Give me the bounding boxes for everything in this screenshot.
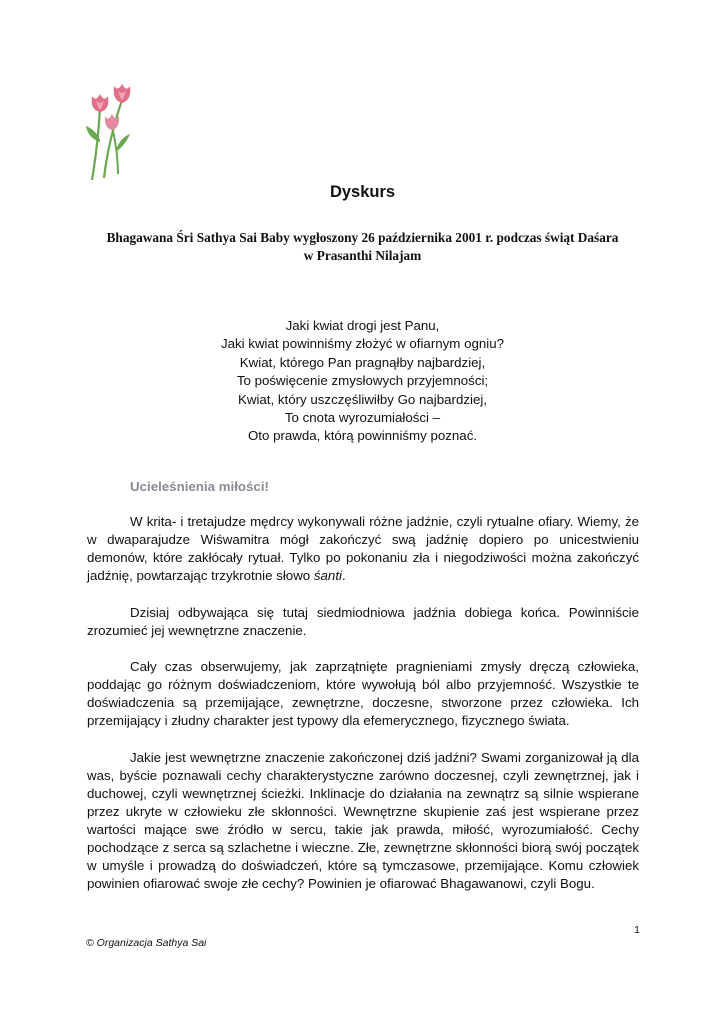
paragraph: Dzisiaj odbywająca się tutaj siedmiodniowa jadźnia dobiega końca. Powinniście zrozumieć jej wewnętrzne znaczenie. [87,604,639,638]
document-subtitle [90,229,635,265]
poem-line: Kwiat, który uszczęśliwiłby Go najbardziej, [237,391,488,407]
tulips-icon [78,82,148,182]
document-title: Dyskurs [329,183,396,201]
salutation: Ucieleśnienia miłości! [130,479,269,494]
subtitle-line: w Prasanthi Nilajam [303,248,422,263]
poem-line: Kwiat, którego Pan pragnąłby najbardziej, [239,354,486,370]
document-body [87,513,639,912]
italic-term: śanti [313,568,342,584]
paragraph: Cały czas obserwujemy, jak zaprzątnięte pragnieniami zmysły dręczą człowieka, poddając go różnym doświadczeniom, które wywołują ból albo przyjemność. Wszystkie te doświadczenia są przemijające, zewnętrzne, doczesne, stworzone przez człowieka. Ich przemijający i złudny charakter jest typowy dla efemerycznego, fizycznego świata. [87,659,639,729]
subtitle-line: Bhagawana Śri Sathya Sai Baby wygłoszony 26 października 2001 r. podczas świąt Daśara [106,230,619,245]
poem-line: Jaki kwiat powinniśmy złożyć w ofiarnym ogniu? [220,336,505,352]
paragraph-text: W krita- i tretajudze mędrcy wykonywali różne jadźnie, czyli rytualne ofiary. Wiemy, że w dwaparajudze Wiśwamitra mógł zakończyć swą jadźnię dopiero po unicestwieniu demonów, które zakłócały rytuał. Tylko po pokonaniu zła i niegodziwości można zakończyć jadźnię, powtarzając trzykrotnie słowo [87,514,639,584]
page-number: 1 [634,924,640,936]
poem-line: Jaki kwiat drogi jest Panu, [285,318,440,333]
paragraph [87,513,639,585]
poem-line: Oto prawda, którą powinniśmy poznać. [247,428,478,444]
footer-copyright: © Organizacja Sathya Sai [86,937,207,949]
paragraph: Jakie jest wewnętrzne znaczenie zakończonej dziś jadźni? Swami zorganizował ją dla was, byście poznawali cechy charakterystyczne zarówno doczesnej, czyli zewnętrznej, jak i duchowej, czyli wewnętrznej ścieżki. Inklinacje do działania na zewnątrz są silnie wspierane przez ukryte w człowieku złe skłonności. Wewnętrzne skupienie zaś jest wspierane przez wartości mające swe źródło w sercu, takie jak prawda, miłość, wyrozumiałość. Cechy pochodzące z serca są szlachetne i wieczne. Złe, zewnętrzne skłonności biorą swój początek w umyśle i prowadzą do doświadczeń, które są tymczasowe, przemijające. Komu człowiek powinien ofiarować swoje złe cechy? Powinien je ofiarować Bhagawanowi, czyli Bogu. [87,749,639,892]
poem [0,317,725,446]
poem-line: To cnota wyrozumiałości – [284,410,441,426]
poem-line: To poświęcenie zmysłowych przyjemności; [236,373,489,389]
paragraph-text: . [341,568,346,584]
